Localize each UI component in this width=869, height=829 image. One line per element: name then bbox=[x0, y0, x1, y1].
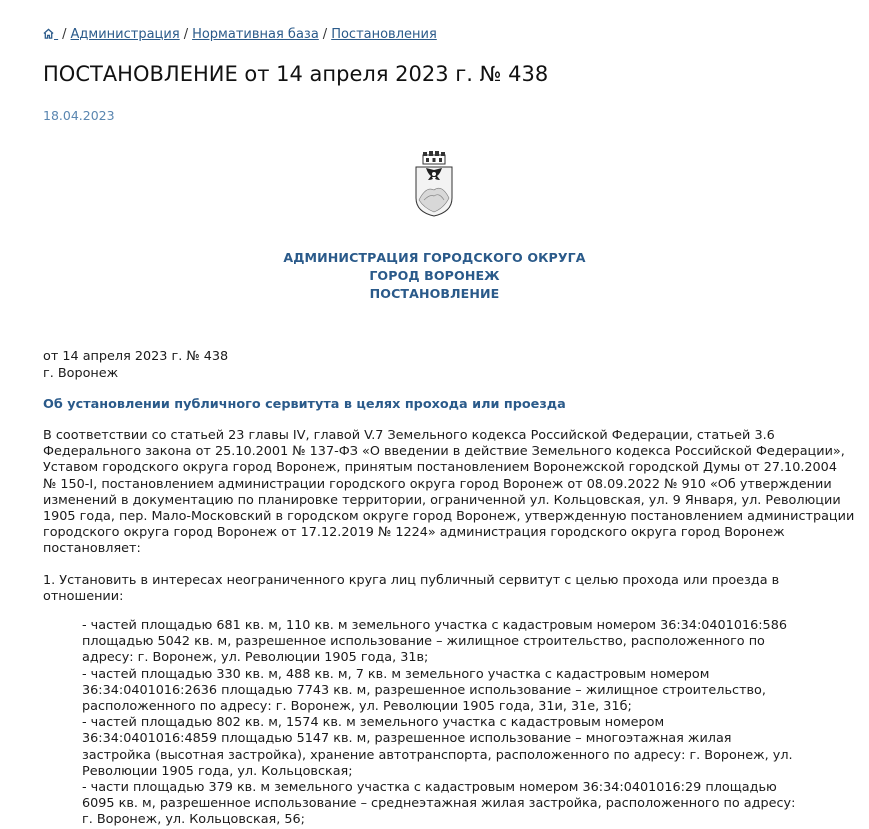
list-line: - частей площадью 330 кв. м, 488 кв. м, 7 кв. м земельного участка с кадастровым номером bbox=[82, 666, 710, 682]
home-icon bbox=[43, 28, 54, 39]
list-line: г. Воронеж, ул. Кольцовская, 56; bbox=[82, 812, 305, 828]
breadcrumb-separator: / bbox=[183, 27, 189, 42]
list-line: 36:34:0401016:4859 площадью 5147 кв. м, разрешенное использование – многоэтажная жилая bbox=[82, 731, 732, 747]
intro-paragraph bbox=[43, 428, 863, 558]
text-line: изменений в документацию по планировке территории, ограниченной ул. Кольцовская, ул. 9 Января, ул. Революции bbox=[43, 492, 841, 508]
text-line: 1. Установить в интересах неограниченного круга лиц публичный сервитут с целью прохода или проезда в bbox=[43, 573, 780, 588]
breadcrumb bbox=[43, 27, 437, 42]
home-link[interactable] bbox=[43, 27, 58, 42]
issuing-authority bbox=[0, 249, 869, 303]
list-line: расположенного по адресу: г. Воронеж, ул. Революции 1905 года, 31и, 31е, 31б; bbox=[82, 699, 632, 715]
document-number: от 14 апреля 2023 г. № 438 bbox=[43, 349, 229, 364]
list-line: Революции 1905 года, ул. Кольцовская; bbox=[82, 763, 353, 779]
authority-city: ГОРОД ВОРОНЕЖ bbox=[369, 268, 500, 283]
list-line: 36:34:0401016:2636 площадью 7743 кв. м, разрешенное использование – жилищное строительство, bbox=[82, 682, 766, 698]
document-type: ПОСТАНОВЛЕНИЕ bbox=[369, 286, 500, 301]
breadcrumb-link-resolutions[interactable]: Постановления bbox=[331, 27, 437, 42]
breadcrumb-separator: / bbox=[62, 27, 67, 42]
page-title: ПОСТАНОВЛЕНИЕ от 14 апреля 2023 г. № 438 bbox=[43, 62, 549, 86]
coat-of-arms-icon bbox=[414, 150, 454, 218]
text-line: № 150-I, постановлением администрации городского округа город Воронеж от 08.09.2022 № 910 «Об утверждении bbox=[43, 476, 832, 492]
breadcrumb-link-administration[interactable]: Администрация bbox=[70, 27, 180, 42]
publish-date: 18.04.2023 bbox=[43, 108, 115, 123]
item-1-paragraph bbox=[43, 573, 863, 605]
list-line: 6095 кв. м, разрешенное использование – среднеэтажная жилая застройка, расположенного по адресу: bbox=[82, 796, 796, 812]
list-line: - частей площадью 681 кв. м, 110 кв. м земельного участка с кадастровым номером 36:34:0401016:586 bbox=[82, 618, 787, 633]
list-line: застройка (высотная застройка), хранение автотранспорта, расположенного по адресу: г. Воронеж, ул. bbox=[82, 747, 793, 763]
document-city: г. Воронеж bbox=[43, 366, 119, 381]
list-line: площадью 5042 кв. м, разрешенное использование – жилищное строительство, расположенного по bbox=[82, 634, 765, 650]
document-subject: Об установлении публичного сервитута в целях прохода или проезда bbox=[43, 397, 566, 412]
document-number-block bbox=[43, 348, 228, 382]
authority-line: АДМИНИСТРАЦИЯ ГОРОДСКОГО ОКРУГА bbox=[283, 250, 586, 265]
text-line: 1905 года, пер. Мало-Московский в городском округе город Воронеж, утвержденную постановлением администрации bbox=[43, 509, 855, 525]
text-line: постановляет: bbox=[43, 541, 141, 557]
list-line: - частей площадью 802 кв. м, 1574 кв. м земельного участка с кадастровым номером bbox=[82, 715, 665, 731]
text-line: В соответствии со статьей 23 главы IV, главой V.7 Земельного кодекса Российской Федерации, статьей 3.6 bbox=[43, 428, 775, 443]
text-line: Уставом городского округа город Воронеж, принятым постановлением Воронежской городской Думы от 27.10.2004 bbox=[43, 460, 837, 476]
list-line: - части площадью 379 кв. м земельного участка с кадастровым номером 36:34:0401016:29 площадью bbox=[82, 780, 777, 796]
breadcrumb-link-normative-base[interactable]: Нормативная база bbox=[192, 27, 319, 42]
text-line: городского округа город Воронеж от 17.12.2019 № 1224» администрация городского округа город Воронеж bbox=[43, 525, 785, 541]
list-line: адресу: г. Воронеж, ул. Революции 1905 года, 31в; bbox=[82, 650, 429, 666]
text-line: отношении: bbox=[43, 589, 124, 605]
breadcrumb-separator: / bbox=[322, 27, 328, 42]
text-line: Федерального закона от 25.10.2001 № 137-ФЗ «О введении в действие Земельного кодекса Российской Федерации», bbox=[43, 444, 845, 460]
parcel-list bbox=[82, 618, 862, 829]
